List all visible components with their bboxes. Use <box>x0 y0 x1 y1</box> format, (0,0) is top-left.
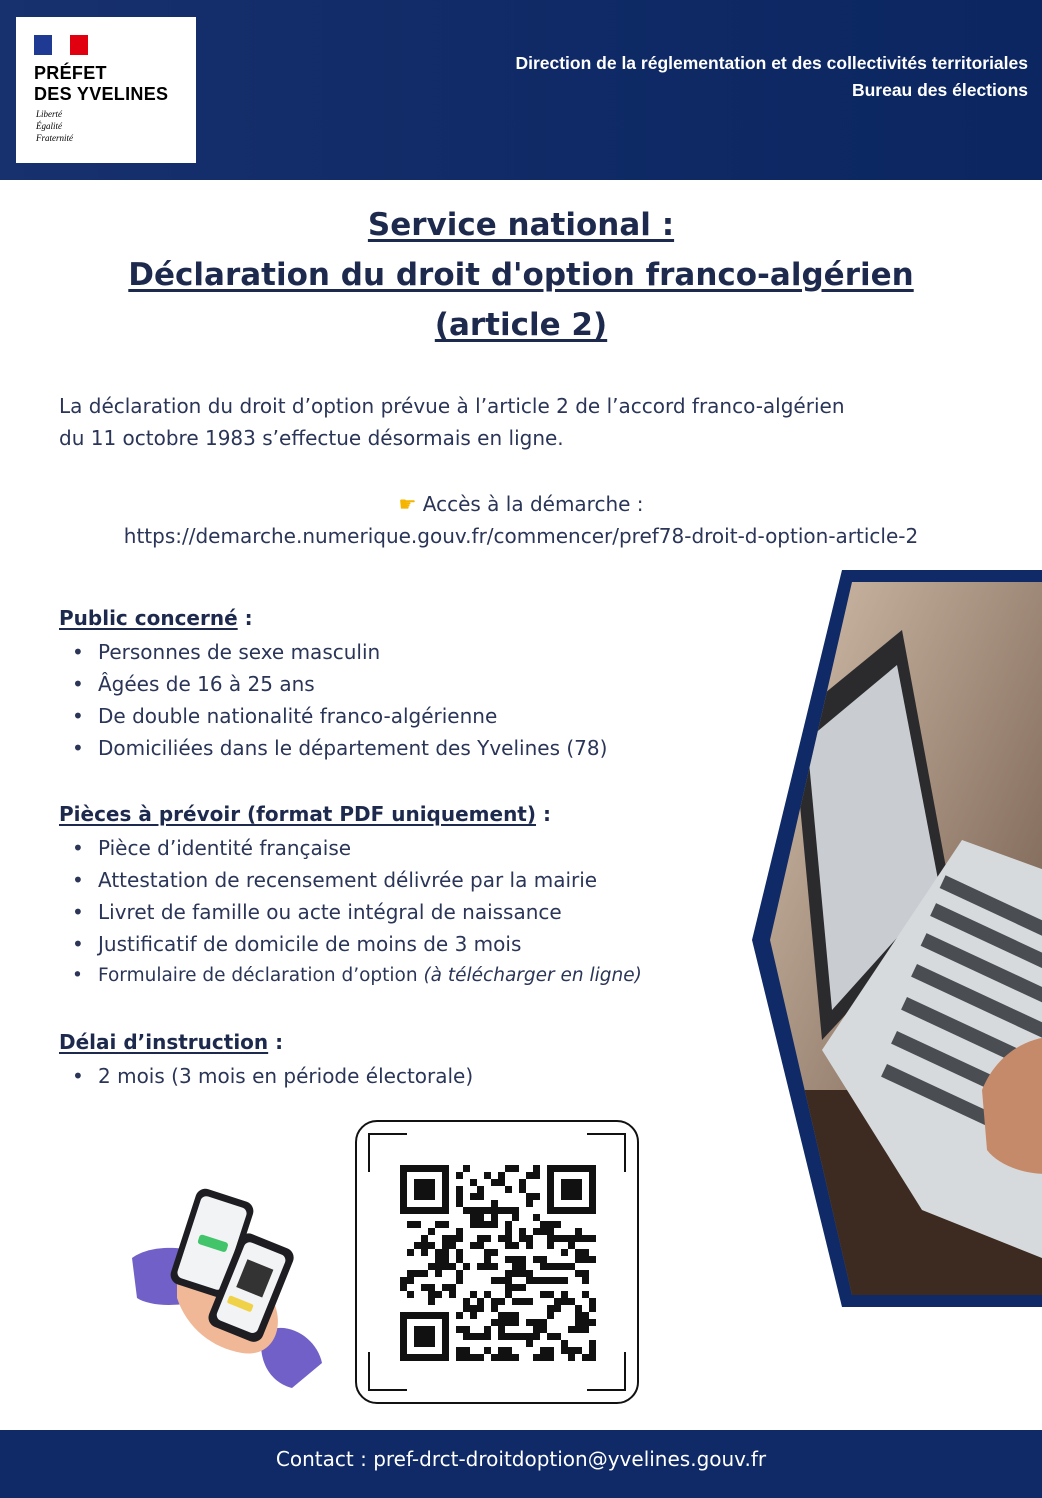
pointing-hand-icon: ☛ <box>398 492 417 516</box>
list-item: • De double nationalité franco-algérienne <box>72 704 498 728</box>
intro-paragraph: La déclaration du droit d’option prévue à l’article 2 de l’accord franco-algérien du 11 octobre 1983 s’effectue désormais en ligne. <box>59 394 845 450</box>
list-item: • Pièce d’identité française <box>72 836 352 860</box>
delai-list <box>72 1060 473 1092</box>
qr-code-frame[interactable] <box>355 1120 639 1404</box>
bureau-name: Bureau des élections <box>851 80 1028 100</box>
list-item: • Âgées de 16 à 25 ans <box>72 672 315 696</box>
list-item: • Attestation de recensement délivrée par la mairie <box>72 868 598 892</box>
section-heading-public: Public concerné : <box>59 606 253 630</box>
list-item: • Justificatif de domicile de moins de 3 mois <box>72 932 522 956</box>
section-heading-pieces: Pièces à prévoir (format PDF uniquement) : <box>59 802 551 826</box>
procedure-link[interactable]: https://demarche.numerique.gouv.fr/commencer/pref78-droit-d-option-article-2 <box>123 524 919 548</box>
pieces-list <box>72 832 642 992</box>
page-title: Service national : Déclaration du droit d'option franco-algérien (article 2) <box>128 207 914 343</box>
republic-motto: Liberté Égalité Fraternité <box>36 109 73 143</box>
header-banner <box>0 0 1042 180</box>
section-heading-delai: Délai d’instruction : <box>59 1030 284 1054</box>
laptop-photo <box>752 570 1042 1307</box>
department-info <box>515 50 1028 104</box>
public-list <box>72 636 607 764</box>
phone-scan-illustration <box>122 1188 327 1393</box>
access-label: ☛ Accès à la démarche : <box>398 492 644 516</box>
list-item: • 2 mois (3 mois en période électorale) <box>72 1064 474 1088</box>
list-item: • Domiciliées dans le département des Yvelines (78) <box>72 736 608 760</box>
contact-email[interactable]: Contact : pref-drct-droitdoption@yvelines.gouv.fr <box>275 1447 767 1471</box>
prefecture-logo <box>16 17 196 163</box>
list-item: • Livret de famille ou acte intégral de naissance <box>72 900 562 924</box>
list-item: • Personnes de sexe masculin <box>72 640 381 664</box>
department-name: Direction de la réglementation et des collectivités territoriales <box>515 53 1028 73</box>
french-flag-icon <box>34 35 88 55</box>
list-item: • Formulaire de déclaration d’option (à télécharger en ligne) <box>72 965 642 986</box>
logo-title: PRÉFET DES YVELINES <box>34 63 169 104</box>
qr-code-icon <box>400 1165 596 1361</box>
